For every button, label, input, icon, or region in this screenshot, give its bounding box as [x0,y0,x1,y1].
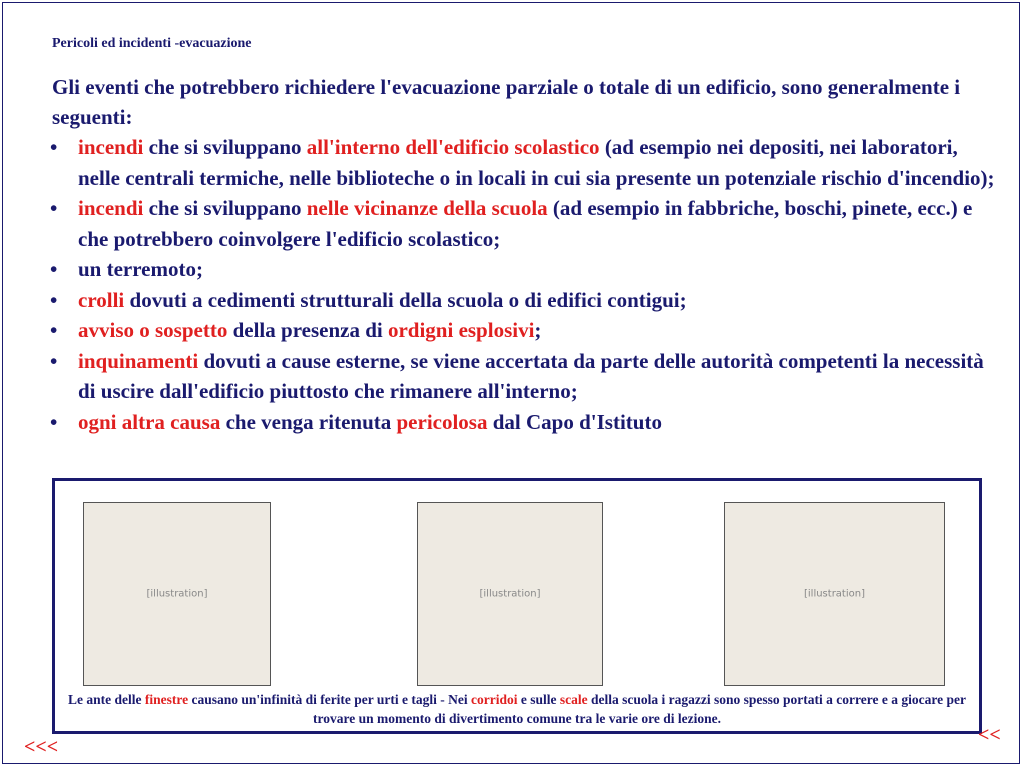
stairs-fall-illustration: [illustration] [724,502,945,686]
list-item [50,315,1000,346]
list-item [50,132,1000,193]
item-text: che si sviluppano [143,135,307,159]
highlight-text: inquinamenti [78,348,199,373]
item-text: ; [534,318,542,342]
item-text: della presenza di [227,318,388,342]
bullet-icon: • [50,196,58,220]
highlight-text: incendi [78,196,144,220]
list-item [50,346,1000,407]
bullet-icon: • [50,348,58,373]
caption-text: della scuola i ragazzi sono spesso portati a correre e a giocare per trovare un momento di divertimento comune tra le varie ore di lezione. [313,692,966,726]
caption-text: causano un'infinità di ferite per urti e tagli - Nei [188,692,472,707]
list-item [50,407,1000,438]
highlight-text: avviso o sospetto [78,318,228,342]
illustrations-caption [60,690,974,728]
list-item [50,193,1000,254]
back-link[interactable]: << [978,724,1001,746]
bullet-icon: • [50,318,58,342]
bullet-icon: • [50,409,58,434]
highlight-text: pericolosa [396,409,488,434]
list-item [50,254,1000,285]
item-text: dovuti a cause esterne, se viene accertata da parte delle autorità competenti la necessità di uscire dall'edificio piuttosto che rimanere all'interno; [78,348,984,403]
caption-text: e sulle [517,692,560,707]
item-text: (ad esempio nei depositi, nei laboratori, nelle centrali termiche, nelle biblioteche o in locali in cui sia presente un potenziale rischio d'incendio); [78,135,995,190]
highlight-text: crolli [78,287,125,312]
highlight-text: incendi [78,135,144,159]
previous-slide-link[interactable]: <<< [24,736,59,758]
caption-highlight: corridoi [471,692,518,707]
caption-highlight: finestre [144,692,189,707]
bullet-icon: • [50,257,58,281]
highlight-text: ogni altra causa [78,409,221,434]
intro-paragraph: Gli eventi che potrebbero richiedere l'evacuazione parziale o totale di un edificio, sono generalmente i seguenti: [52,75,961,129]
caption-text: Le ante delle [68,692,145,707]
highlight-text: all'interno dell'edificio scolastico [306,135,600,159]
hazard-list [50,132,1000,437]
caption-highlight: scale [559,692,588,707]
highlight-text: ordigni esplosivi [387,318,535,342]
item-text: dal Capo d'Istituto [487,409,662,434]
item-text: un terremoto; [78,257,203,281]
item-text: che venga ritenuta [220,409,397,434]
item-text: (ad esempio in fabbriche, boschi, pinete, ecc.) e che potrebbero coinvolgere l'edificio scolastico; [78,196,973,251]
slide-small-title: Pericoli ed incidenti -evacuazione [52,36,252,51]
bullet-icon: • [50,287,58,312]
list-item [50,285,1000,316]
broken-window-illustration: [illustration] [417,502,603,686]
bullet-icon: • [50,135,58,159]
item-text: dovuti a cedimenti strutturali della scuola o di edifici contigui; [124,287,687,312]
item-text: che si sviluppano [143,196,307,220]
highlight-text: nelle vicinanze della scuola [306,196,548,220]
classroom-desk-illustration: [illustration] [83,502,271,686]
